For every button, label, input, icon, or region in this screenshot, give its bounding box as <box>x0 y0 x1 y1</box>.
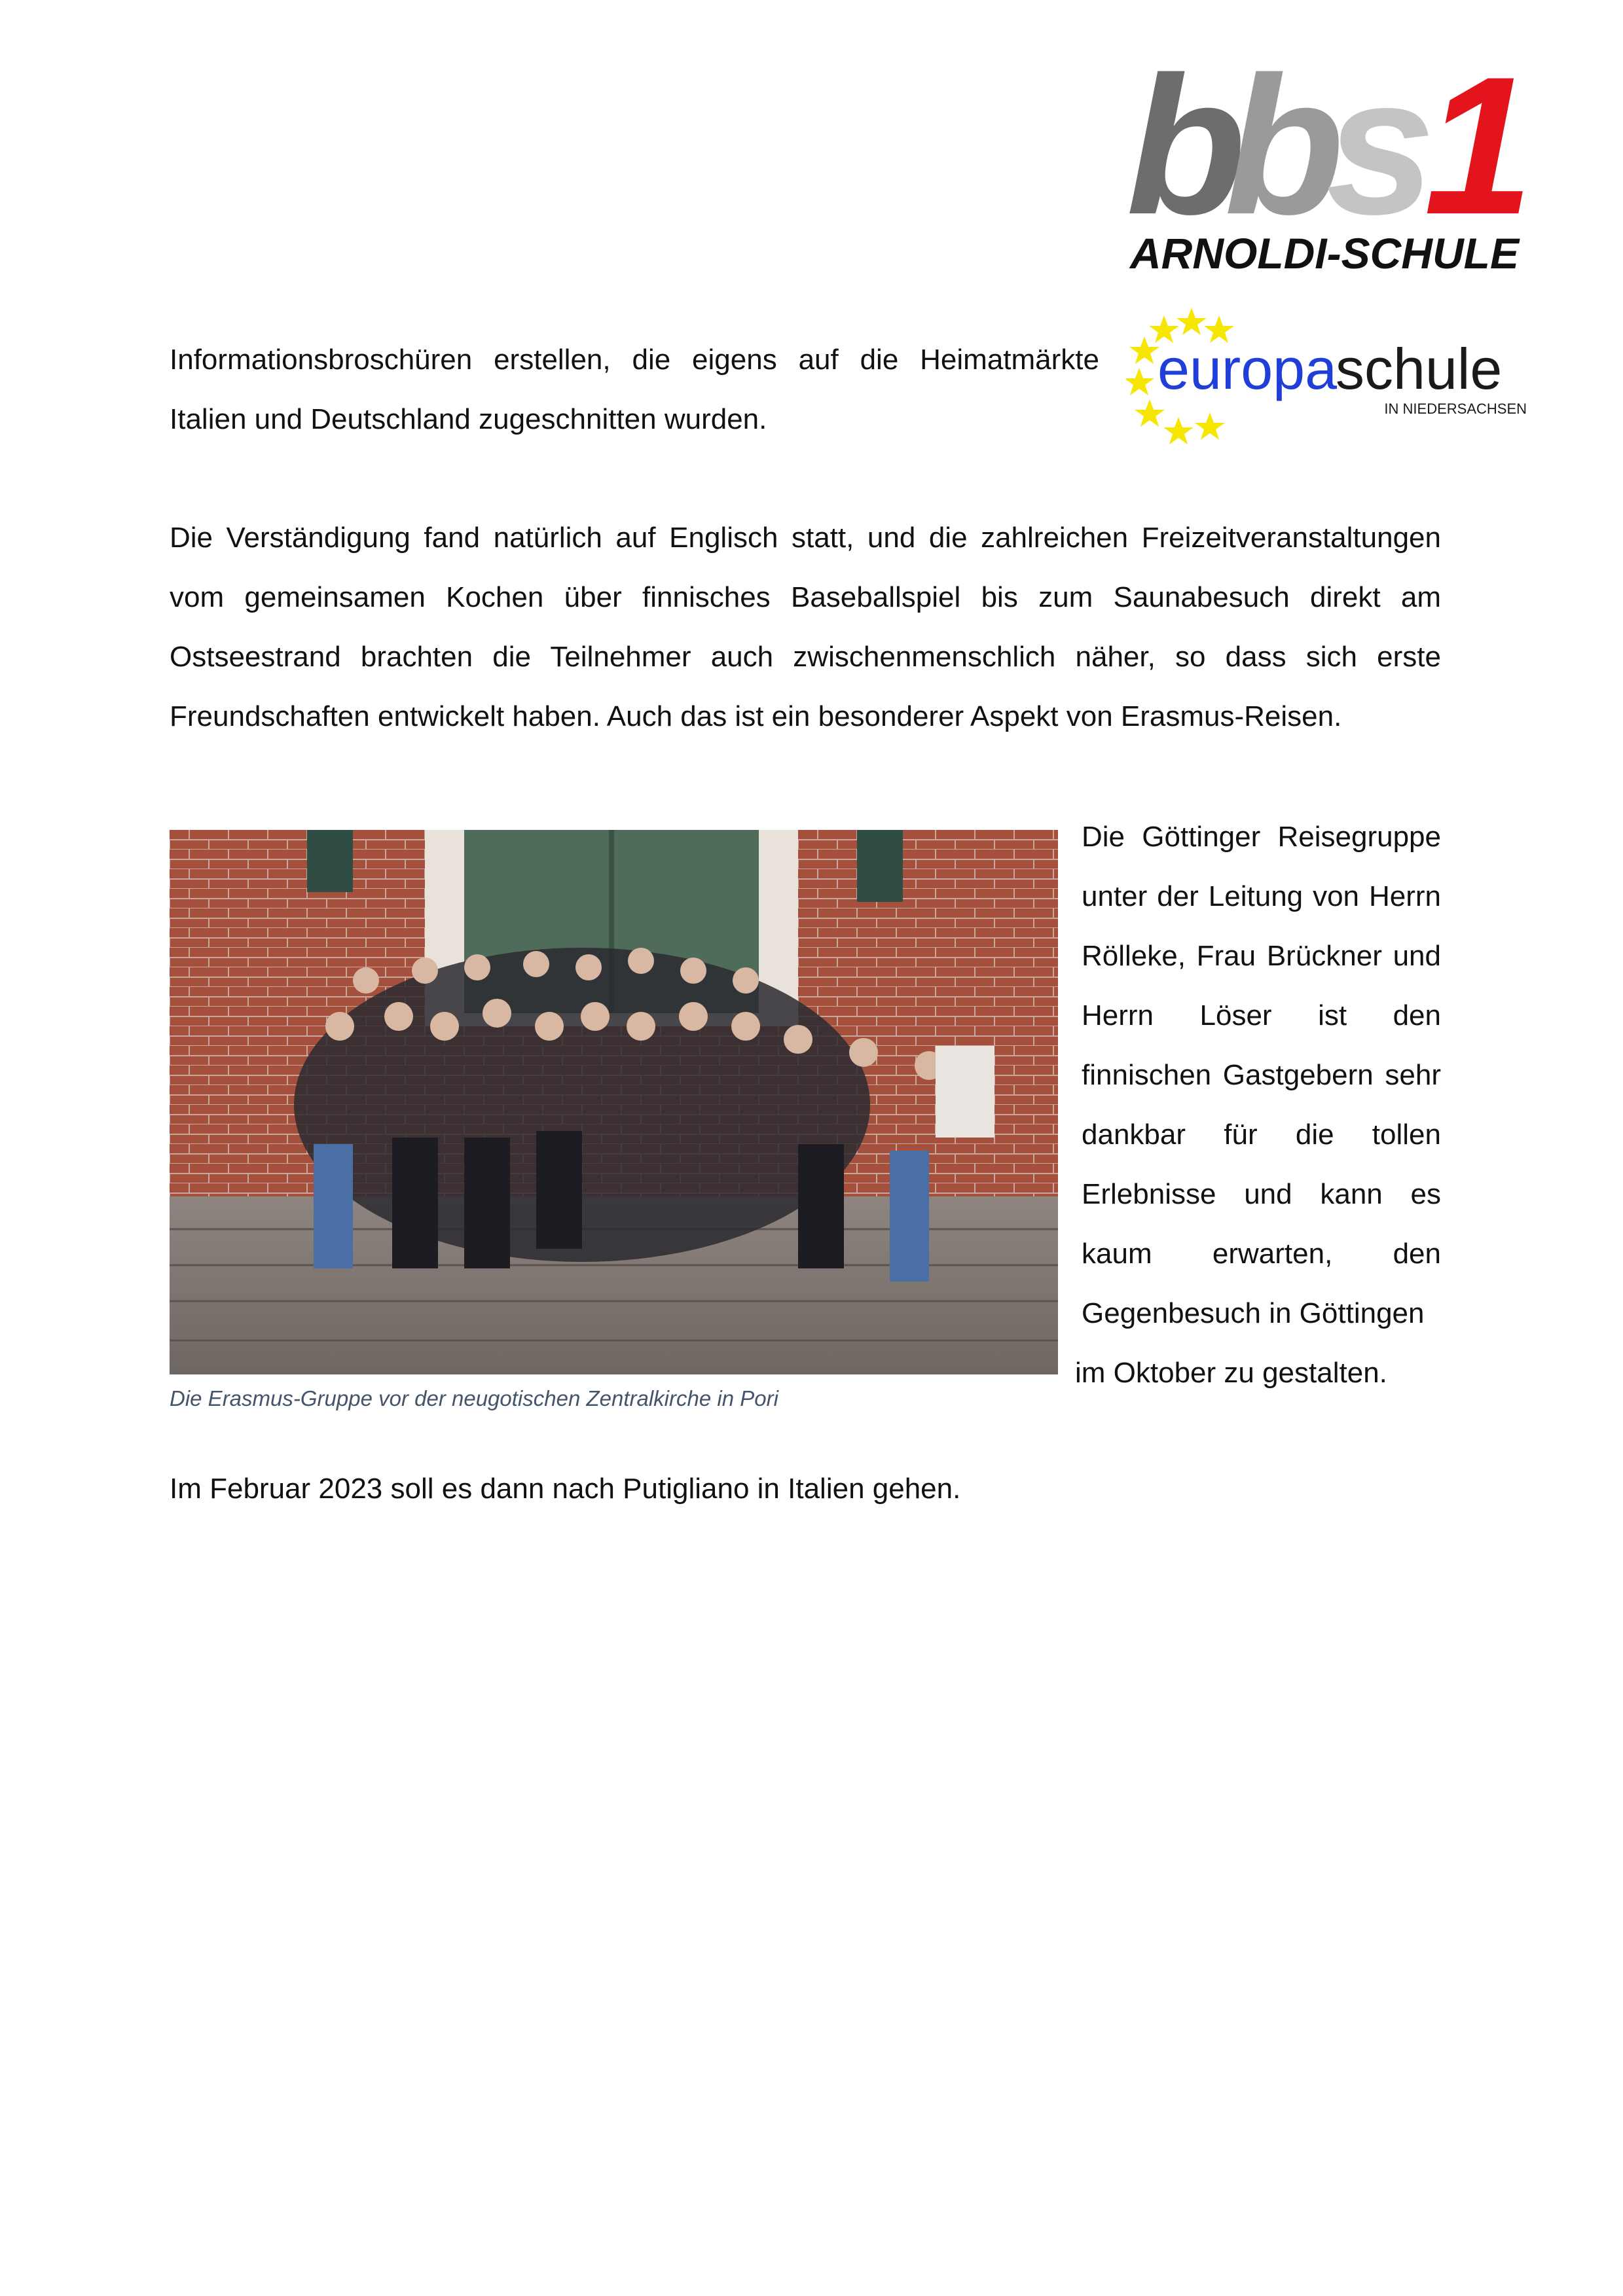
logo-b-second: b <box>1224 58 1325 255</box>
school-logo <box>1126 58 1545 274</box>
group-photo <box>170 830 1058 1374</box>
paragraph-intro: Informationsbroschüren erstellen, die eigens auf die Heimatmärkte Italien und Deutschland zugeschnitten wurden. <box>170 344 1099 435</box>
logo-one: 1 <box>1424 58 1514 255</box>
paragraph-thanks-body: Die Göttinger Reisegruppe unter der Leitung von Herrn Rölleke, Frau Brückner und Herrn Löser ist den finnischen Gastgebern sehr dankbar für die tollen Erlebnisse und kann es kaum erwarten, den Gegenbesuch in Göttingen <box>1082 821 1441 1329</box>
paragraph-communication: Die Verständigung fand natürlich auf Englisch statt, und die zahlreichen Freizeitveranstaltungen vom gemeinsamen Kochen über finnisches Baseballspiel bis zum Saunabesuch direkt am Ostseestrand brachten die Teilnehmer auch zwischenmenschlich näher, so dass sich erste Freundschaften entwickelt haben. Auch das ist ein besonderer Aspekt von Erasmus-Reisen. <box>170 522 1441 732</box>
logo-europa-part1: europa <box>1158 336 1338 401</box>
europaschule-logo <box>1126 302 1532 446</box>
logo-school-name: ARNOLDI-SCHULE <box>1130 229 1519 274</box>
paragraph-thanks-last-line: im Oktober zu gestalten. <box>1075 1357 1387 1389</box>
logo-s: s <box>1326 58 1415 255</box>
paragraph-thanks <box>1075 807 1441 1403</box>
photo-caption: Die Erasmus-Gruppe vor der neugotischen Zentralkirche in Pori <box>170 1386 778 1410</box>
logo-europa-subtitle: IN NIEDERSACHSEN <box>1384 401 1527 417</box>
logo-b-first: b <box>1126 58 1227 255</box>
logo-europa-part2: schule <box>1336 336 1503 401</box>
paragraph-next-trip: Im Februar 2023 soll es dann nach Putigliano in Italien gehen. <box>170 1473 961 1505</box>
